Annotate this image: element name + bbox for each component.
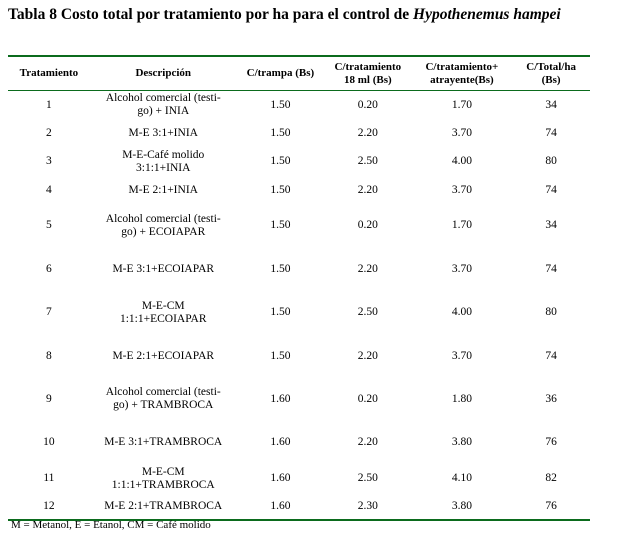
header-c-total-line1: C/Total/ha — [526, 60, 576, 73]
header-c-atrayente-line1: C/tratamiento+ — [425, 60, 499, 73]
descripcion-line2: 1:1:1+ECOIAPAR — [119, 312, 207, 325]
cell-c-total-ha: 34 — [545, 98, 557, 111]
table-row — [8, 291, 590, 335]
cell-c-tratamiento-atrayente: 1.70 — [451, 98, 472, 111]
cell-c-trampa: 1.50 — [270, 306, 291, 318]
cell-c-tratamiento: 0.20 — [357, 392, 378, 405]
header-descripcion: Descripción — [135, 67, 192, 79]
header-tratamiento: Tratamiento — [19, 67, 79, 79]
cell-c-tratamiento: 0.20 — [357, 98, 378, 111]
cell-tratamiento: 3 — [46, 155, 52, 167]
cell-c-trampa: 1.50 — [270, 155, 291, 167]
descripcion-line1: M-E 3:1+ECOIAPAR — [112, 262, 215, 275]
table-row — [8, 421, 590, 464]
cell-c-tratamiento-atrayente: 4.00 — [451, 306, 472, 318]
cell-c-tratamiento-atrayente: 3.70 — [451, 349, 472, 362]
table-row — [8, 204, 590, 248]
cell-descripcion — [90, 177, 237, 204]
cell-c-tratamiento: 2.30 — [357, 499, 378, 512]
cell-c-tratamiento: 2.20 — [357, 262, 378, 275]
cell-descripcion — [90, 147, 237, 177]
cell-c-total-ha: 80 — [545, 155, 557, 167]
cell-tratamiento: 7 — [46, 306, 52, 318]
header-c-tratamiento-atrayente — [412, 56, 513, 91]
descripcion-line1: M-E 3:1+INIA — [128, 126, 198, 139]
cell-c-tratamiento: 2.50 — [357, 155, 378, 167]
cell-tratamiento: 12 — [43, 499, 55, 512]
table-row — [8, 91, 590, 120]
cell-c-total-ha: 80 — [545, 306, 557, 318]
cell-c-trampa: 1.60 — [270, 499, 291, 512]
cell-c-trampa: 1.60 — [270, 472, 291, 484]
header-c-total-ha — [512, 56, 590, 91]
cell-tratamiento: 11 — [43, 472, 55, 484]
cell-c-tratamiento-atrayente: 4.00 — [451, 155, 472, 167]
cell-c-total-ha: 74 — [545, 183, 557, 196]
cell-c-tratamiento-atrayente: 3.80 — [451, 499, 472, 512]
descripcion-line1: M-E-CM — [141, 299, 185, 312]
cell-tratamiento: 1 — [46, 98, 52, 111]
cell-descripcion — [90, 204, 237, 248]
cell-descripcion — [90, 421, 237, 464]
cell-c-trampa: 1.50 — [270, 262, 291, 275]
descripcion-line1: M-E 2:1+TRAMBROCA — [104, 499, 223, 512]
header-c-atrayente-line2: atrayente(Bs) — [430, 73, 494, 86]
cell-c-total-ha: 36 — [545, 392, 557, 405]
table-body — [8, 91, 590, 520]
header-c-tratamiento-line2: 18 ml (Bs) — [343, 73, 392, 86]
header-row — [8, 56, 590, 91]
table-row — [8, 147, 590, 177]
cell-c-trampa: 1.50 — [270, 349, 291, 362]
descripcion-line2: 1:1:1+TRAMBROCA — [111, 478, 215, 491]
cell-c-trampa: 1.50 — [270, 183, 291, 196]
descripcion-line1: M-E-CM — [141, 465, 185, 478]
cell-c-tratamiento: 2.20 — [357, 435, 378, 448]
cell-c-tratamiento: 2.20 — [357, 349, 378, 362]
cell-c-total-ha: 34 — [545, 219, 557, 231]
descripcion-line1: Alcohol comercial (testi- — [105, 92, 221, 105]
footnote: M = Metanol, E = Etanol, CM = Café molido — [11, 519, 211, 531]
descripcion-line2: go) + INIA — [137, 105, 190, 118]
cell-c-total-ha: 76 — [545, 435, 557, 448]
cell-c-trampa: 1.60 — [270, 435, 291, 448]
descripcion-line1: M-E-Café molido — [122, 148, 205, 161]
cell-descripcion — [90, 91, 237, 120]
descripcion-line1: Alcohol comercial (testi- — [105, 212, 221, 225]
cell-c-tratamiento: 2.50 — [357, 472, 378, 484]
cell-tratamiento: 6 — [46, 262, 52, 275]
cell-c-tratamiento-atrayente: 4.10 — [451, 472, 472, 484]
title-text: Tabla 8 Costo total por tratamiento por ha para el control de — [8, 6, 414, 23]
table-row — [8, 335, 590, 378]
descripcion-line1: M-E 2:1+INIA — [128, 183, 198, 196]
cell-c-trampa: 1.60 — [270, 392, 291, 405]
cell-c-tratamiento: 2.20 — [357, 183, 378, 196]
cost-table — [8, 55, 590, 521]
cell-descripcion — [90, 464, 237, 494]
cell-descripcion — [90, 494, 237, 520]
cell-tratamiento: 10 — [43, 435, 55, 448]
descripcion-line1: Alcohol comercial (testi- — [105, 386, 221, 398]
table-title — [8, 6, 561, 24]
cell-c-total-ha: 74 — [545, 126, 557, 139]
cell-tratamiento: 5 — [46, 219, 52, 231]
cell-c-total-ha: 74 — [545, 262, 557, 275]
table-row — [8, 494, 590, 520]
cell-c-tratamiento: 0.20 — [357, 219, 378, 231]
cell-c-trampa: 1.50 — [270, 98, 291, 111]
descripcion-line2: 3:1:1+INIA — [136, 161, 191, 174]
cell-c-tratamiento-atrayente: 3.70 — [451, 126, 472, 139]
cell-tratamiento: 2 — [46, 126, 52, 139]
header-c-trampa: C/trampa (Bs) — [246, 67, 315, 79]
cell-descripcion — [90, 248, 237, 291]
table-row — [8, 248, 590, 291]
cell-c-tratamiento-atrayente: 1.70 — [451, 219, 472, 231]
cell-descripcion — [90, 291, 237, 335]
table-row — [8, 177, 590, 204]
descripcion-line1: M-E 3:1+TRAMBROCA — [104, 435, 223, 448]
header-c-total-line2: (Bs) — [541, 73, 561, 86]
cell-c-tratamiento-atrayente: 3.70 — [451, 262, 472, 275]
header-c-tratamiento — [324, 56, 411, 91]
cell-c-total-ha: 82 — [545, 472, 557, 484]
cell-c-total-ha: 76 — [545, 499, 557, 512]
cell-c-tratamiento-atrayente: 3.70 — [451, 183, 472, 196]
cell-c-trampa: 1.50 — [270, 219, 291, 231]
cell-c-total-ha: 74 — [545, 349, 557, 362]
cell-tratamiento: 9 — [46, 392, 52, 405]
table-row — [8, 378, 590, 421]
table-row — [8, 464, 590, 494]
cell-c-tratamiento: 2.50 — [357, 306, 378, 318]
cell-c-tratamiento: 2.20 — [357, 126, 378, 139]
title-species: Hypothenemus hampei — [413, 6, 561, 23]
cell-descripcion — [90, 378, 237, 421]
cell-descripcion — [90, 120, 237, 147]
cell-c-tratamiento-atrayente: 1.80 — [451, 392, 472, 405]
cell-tratamiento: 4 — [46, 183, 52, 196]
cell-tratamiento: 8 — [46, 349, 52, 362]
table-row — [8, 120, 590, 147]
cell-descripcion — [90, 335, 237, 378]
cell-c-trampa: 1.50 — [270, 126, 291, 139]
descripcion-line2: go) + TRAMBROCA — [113, 399, 214, 411]
descripcion-line2: go) + ECOIAPAR — [121, 225, 206, 238]
header-c-tratamiento-line1: C/tratamiento — [334, 60, 402, 73]
descripcion-line1: M-E 2:1+ECOIAPAR — [112, 349, 215, 362]
cell-c-tratamiento-atrayente: 3.80 — [451, 435, 472, 448]
